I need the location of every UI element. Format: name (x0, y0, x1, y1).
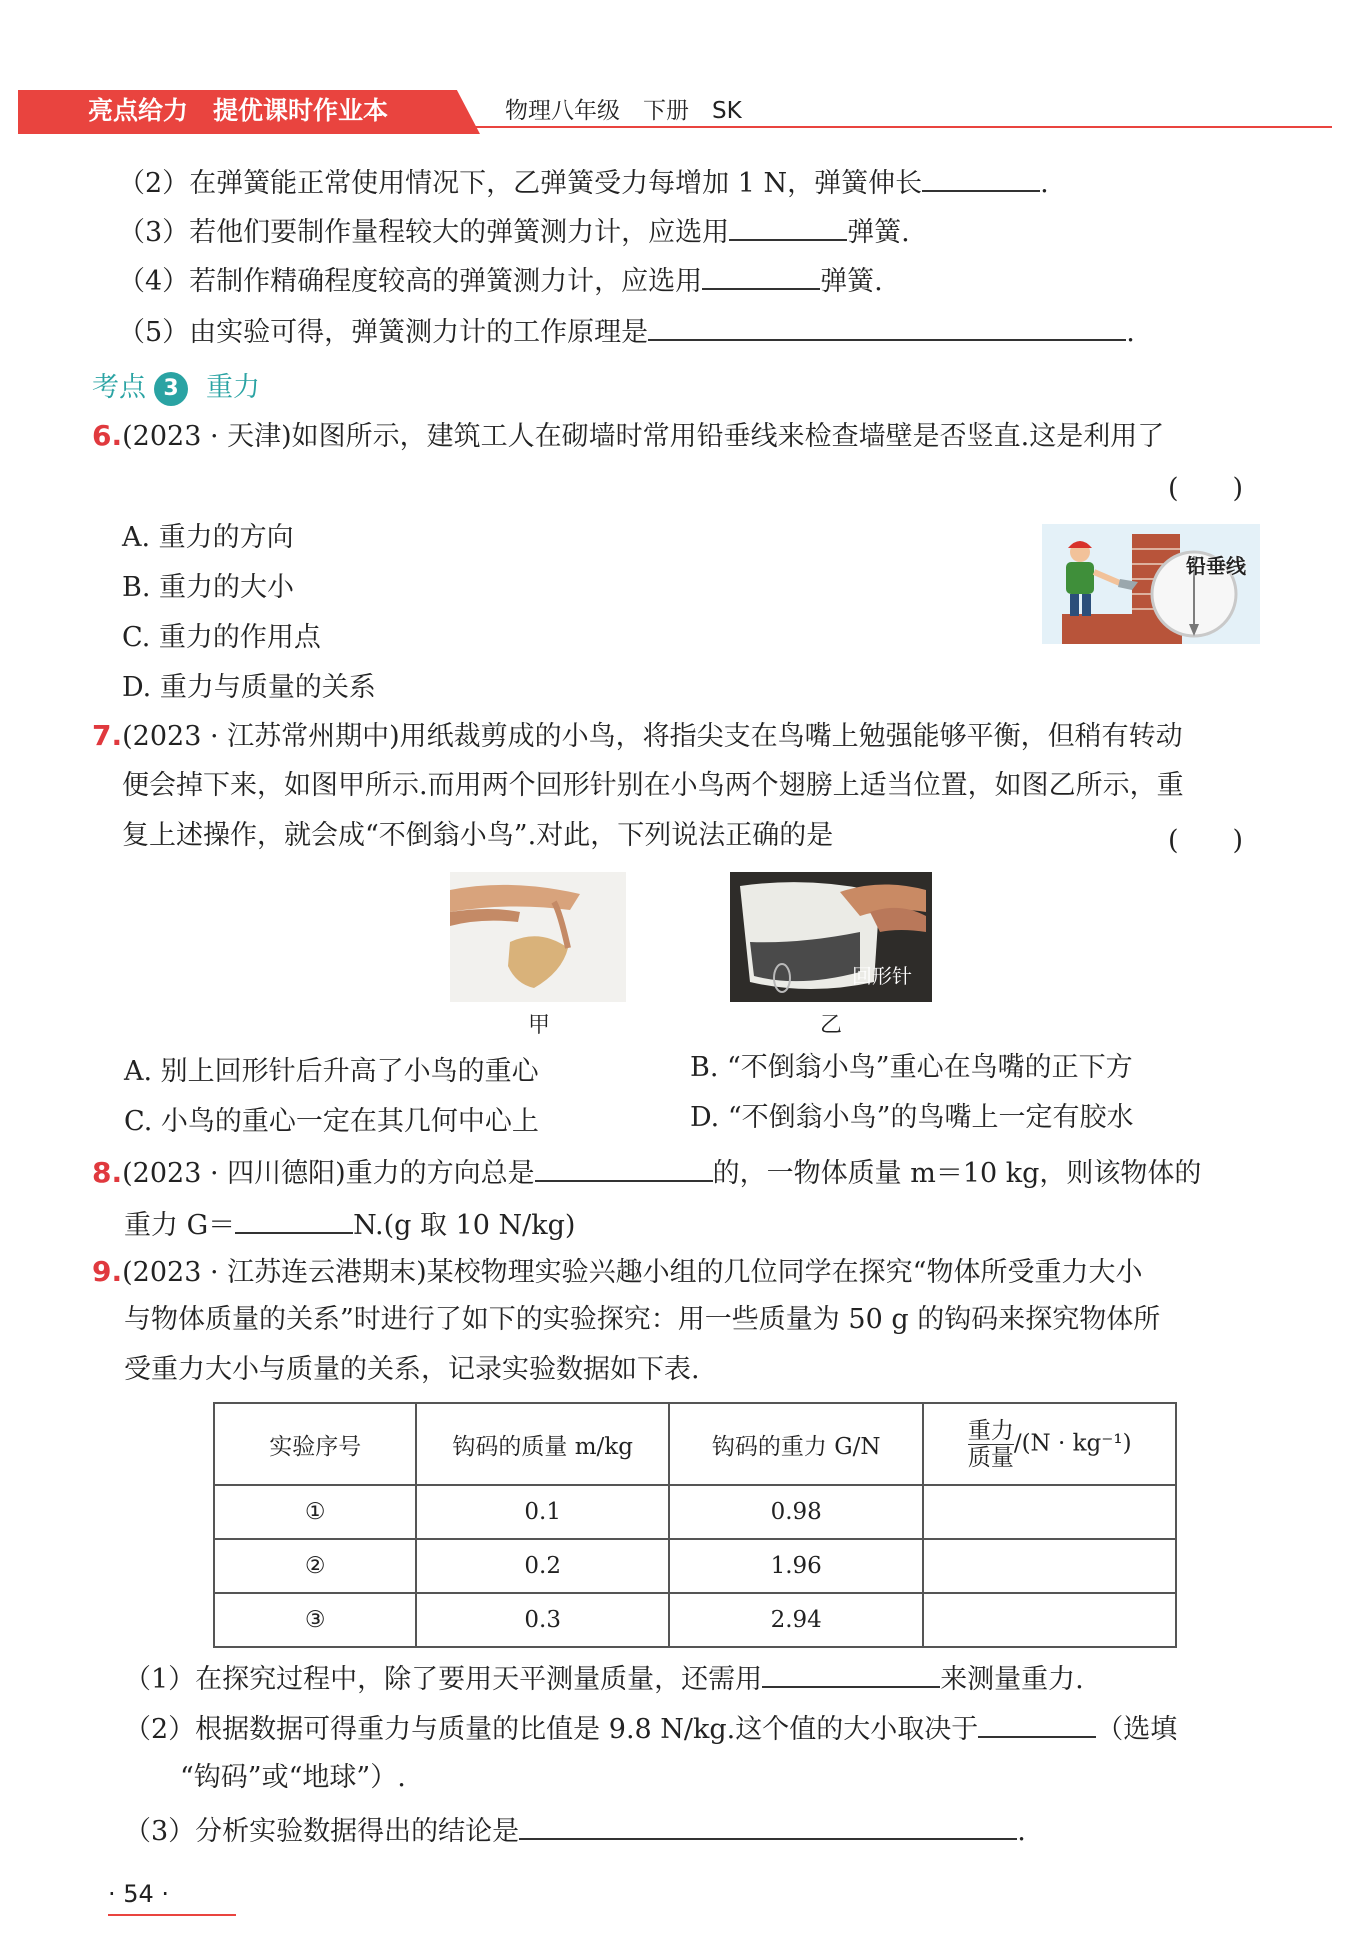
table-cell: ① (214, 1485, 416, 1539)
header-subject-info: 物理八年级 下册 SK (505, 98, 742, 124)
ratio-fraction (968, 1418, 1014, 1471)
question-8-weight-label: 重力 G＝ (124, 1210, 236, 1241)
option-b[interactable]: B. “不倒翁小鸟”重心在鸟嘴的正下方 (690, 1052, 1133, 1083)
table-cell: ③ (214, 1593, 416, 1647)
table-cell: 0.2 (416, 1539, 669, 1593)
prev-q-item-3-text: （3）若他们要制作量程较大的弹簧测力计，应选用 (118, 217, 730, 248)
answer-blank[interactable] (519, 1812, 1017, 1840)
question-7-line-3: 复上述操作，就会成“不倒翁小鸟”.对此，下列说法正确的是 (122, 820, 834, 851)
table-row (214, 1485, 1176, 1539)
option-d[interactable]: D. “不倒翁小鸟”的鸟嘴上一定有胶水 (690, 1102, 1134, 1133)
plumb-line-label: 铅垂线 (1186, 554, 1246, 578)
header-title: 亮点给力 提优课时作业本 (88, 96, 389, 125)
table-cell: 0.1 (416, 1485, 669, 1539)
prev-q-item-5-text: （5）由实验可得，弹簧测力计的工作原理是 (118, 317, 649, 348)
table-cell-blank[interactable] (923, 1539, 1176, 1593)
prev-q-item-2-text: （2）在弹簧能正常使用情况下，乙弹簧受力每增加 1 N，弹簧伸长 (118, 168, 923, 199)
fraction-numerator: 重力 (967, 1417, 1014, 1444)
fraction-denominator: 质量 (967, 1444, 1014, 1471)
answer-blank[interactable] (762, 1660, 940, 1688)
table-row (214, 1539, 1176, 1593)
question-6-stem (92, 418, 1164, 455)
question-number: 9. (92, 1255, 123, 1288)
answer-blank[interactable] (922, 164, 1040, 192)
option-a[interactable]: A. 别上回形针后升高了小鸟的重心 (124, 1056, 539, 1087)
table-row (214, 1593, 1176, 1647)
page-number: · 54 · (108, 1880, 170, 1908)
question-number: 6. (92, 419, 123, 452)
question-9-sub-1-end: 来测量重力. (940, 1664, 1084, 1695)
section-heading (92, 368, 260, 408)
table-cell: 2.94 (669, 1593, 924, 1647)
table-cell-blank[interactable] (923, 1485, 1176, 1539)
ratio-unit: /(N · kg⁻¹) (1013, 1430, 1132, 1456)
question-9-line-2: 与物体质量的关系”时进行了如下的实验探究：用一些质量为 50 g 的钩码来探究物体所 (124, 1304, 1161, 1335)
answer-bracket[interactable]: ( ) (1168, 473, 1244, 504)
table-cell: ② (214, 1539, 416, 1593)
section-label: 考点 (92, 372, 146, 403)
answer-blank[interactable] (648, 313, 1126, 341)
table-header: 钩码的质量 m/kg (416, 1403, 669, 1485)
question-8-line-1 (92, 1154, 1201, 1192)
paper-bird-balance-photo (450, 872, 626, 1002)
prev-q-item-5 (118, 313, 1135, 351)
table-cell: 1.96 (669, 1539, 924, 1593)
question-8-unit: N.(g 取 10 N/kg) (353, 1210, 576, 1241)
question-9-line-3: 受重力大小与质量的关系，记录实验数据如下表. (124, 1354, 700, 1385)
question-6-text: (2023 · 天津)如图所示，建筑工人在砌墙时常用铅垂线来检查墙壁是否竖直.这是利用了 (122, 421, 1165, 452)
table-header-row (214, 1403, 1176, 1485)
answer-blank[interactable] (729, 213, 847, 241)
option-c[interactable]: C. 重力的作用点 (122, 622, 321, 653)
table-header-ratio (923, 1403, 1176, 1485)
question-7-text: (2023 · 江苏常州期中)用纸裁剪成的小鸟，将指尖支在鸟嘴上勉强能够平衡，但稍有转动 (122, 721, 1183, 752)
table-cell-blank[interactable] (923, 1593, 1176, 1647)
question-9-text: (2023 · 江苏连云港期末)某校物理实验兴趣小组的几位同学在探究“物体所受重力大小 (122, 1257, 1143, 1288)
paperclip-label: 回形针 (852, 964, 912, 988)
answer-blank[interactable] (535, 1154, 713, 1182)
prev-q-item-4-end: 弹簧. (820, 266, 883, 297)
experiment-data-table (213, 1402, 1177, 1648)
option-a[interactable]: A. 重力的方向 (122, 522, 294, 553)
question-9-sub-2-text: （2）根据数据可得重力与质量的比值是 9.8 N/kg.这个值的大小取决于 (124, 1714, 979, 1745)
answer-blank[interactable] (235, 1206, 353, 1234)
question-7-line-2: 便会掉下来，如图甲所示.而用两个回形针别在小鸟两个翅膀上适当位置，如图乙所示，重 (122, 770, 1184, 801)
paper-bird-figure-jia (450, 872, 626, 1002)
option-b[interactable]: B. 重力的大小 (122, 572, 295, 603)
table-cell: 0.3 (416, 1593, 669, 1647)
question-8-line-2 (124, 1206, 575, 1244)
paper-bird-figure-yi (730, 872, 932, 1002)
question-8-text: (2023 · 四川德阳)重力的方向总是 (122, 1158, 535, 1189)
figure-label-yi: 乙 (820, 1013, 843, 1038)
plumb-line-figure (1042, 524, 1260, 644)
option-d[interactable]: D. 重力与质量的关系 (122, 672, 376, 703)
header-divider (470, 126, 1332, 128)
question-9-line-1 (92, 1254, 1142, 1291)
question-9-sub-3-end: . (1017, 1816, 1026, 1847)
question-9-sub-3-text: （3）分析实验数据得出的结论是 (124, 1816, 520, 1847)
prev-q-item-5-end: . (1126, 317, 1135, 348)
table-header: 实验序号 (214, 1403, 416, 1485)
figure-label-jia: 甲 (528, 1013, 551, 1038)
answer-blank[interactable] (702, 262, 820, 290)
question-9-sub-1-text: （1）在探究过程中，除了要用天平测量质量，还需用 (124, 1664, 763, 1695)
footer-divider (108, 1914, 236, 1916)
prev-q-item-4 (118, 262, 883, 300)
answer-bracket[interactable]: ( ) (1168, 825, 1244, 856)
question-8-text-cont: 的，一物体质量 m＝10 kg，则该物体的 (712, 1158, 1202, 1189)
prev-q-item-2-end: . (1040, 168, 1049, 199)
option-c[interactable]: C. 小鸟的重心一定在其几何中心上 (124, 1106, 539, 1137)
question-number: 8. (92, 1156, 123, 1189)
prev-q-item-3-end: 弹簧. (847, 217, 910, 248)
question-9-sub-2-cont: “钩码”或“地球”）. (180, 1762, 406, 1793)
prev-q-item-4-text: （4）若制作精确程度较高的弹簧测力计，应选用 (118, 266, 703, 297)
question-9-sub-2 (124, 1710, 1177, 1748)
table-header: 钩码的重力 G/N (669, 1403, 924, 1485)
section-number-badge: 3 (154, 372, 188, 406)
bricklayer-illustration (1042, 524, 1260, 644)
question-9-sub-2-end: （选填 (1096, 1714, 1178, 1745)
question-7-line-1 (92, 718, 1183, 755)
question-9-sub-1 (124, 1660, 1084, 1698)
prev-q-item-3 (118, 213, 910, 251)
table-cell: 0.98 (669, 1485, 924, 1539)
answer-blank[interactable] (978, 1710, 1096, 1738)
question-9-sub-3 (124, 1812, 1026, 1850)
section-topic: 重力 (206, 372, 260, 403)
question-number: 7. (92, 719, 123, 752)
prev-q-item-2 (118, 164, 1049, 202)
